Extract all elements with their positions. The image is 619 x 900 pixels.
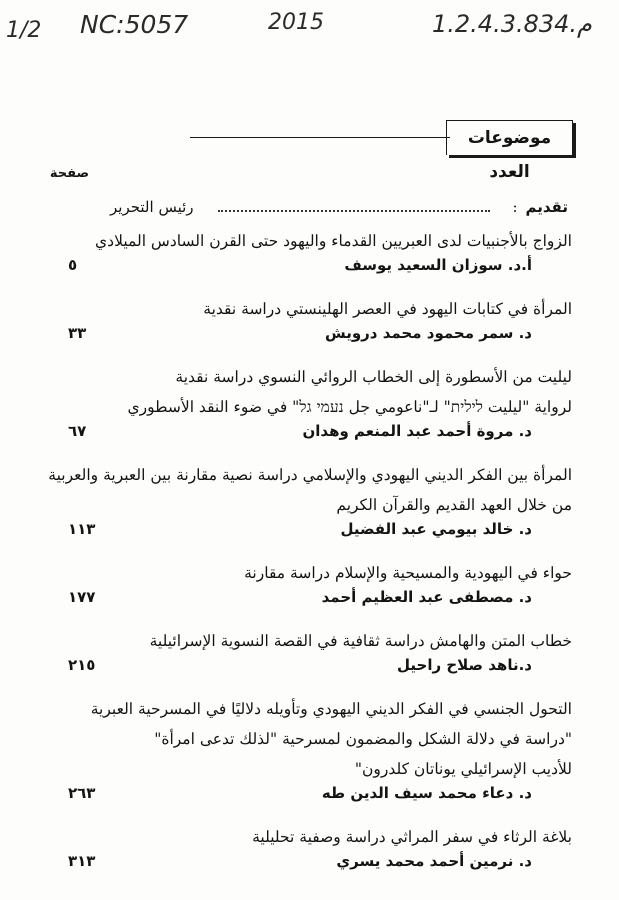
page-number: ٢٦٣ [68,784,96,802]
handwritten-code: NC:5057 [80,10,189,39]
contents-title-box [446,120,573,182]
article-author: د. دعاء محمد سيف الدين طه [321,784,532,802]
toc-entry [58,822,572,890]
page-number: ٣١٣ [68,852,96,870]
page-number: ٥ [68,256,78,274]
article-title-line: حواء في اليهودية والمسيحية والإسلام دراسة مقارنة [244,564,572,582]
article-author: د. خالد بيومي عبد الفضيل [340,520,532,538]
handwritten-year: 2015 [268,10,324,35]
intro-dot-leader [218,209,491,212]
author-row [58,656,572,688]
author-row [58,324,572,356]
page-number: ٢١٥ [68,656,96,674]
author-row [58,784,572,816]
toc-entry [58,694,572,822]
article-title-line: بلاغة الرثاء في سفر المراثي دراسة وصفية تحليلية [252,828,572,846]
article-title-line: المرأة في كتابات اليهود في العصر الهلينستي دراسة نقدية [203,300,572,318]
author-row [58,520,572,552]
author-row [58,588,572,620]
page-number: ١١٣ [68,520,96,538]
article-author: د. مروة أحمد عبد المنعم وهدان [302,422,532,440]
article-title-line: المرأة بين الفكر الديني اليهودي والإسلامي دراسة نصية مقارنة بين العبرية والعربية [48,466,572,484]
article-title-line: لرواية "ليليت לילית" لـ"ناعومي جل נעמי גל" في ضوء النقد الأسطوري [127,398,572,416]
toc-entry [58,362,572,460]
handwritten-fraction: 1/2 [6,18,42,43]
article-title-line: "دراسة في دلالة الشكل والمضمون لمسرحية "لذلك تدعى امرأة" [154,730,572,748]
toc-entry [58,626,572,694]
toc-entry [48,460,572,558]
table-of-contents [48,226,572,890]
article-author: د. مصطفى عبد العظيم أحمد [321,588,532,606]
toc-entry [58,226,572,294]
intro-label: تقديم [525,198,568,216]
article-title-line: التحول الجنسي في الفكر الديني اليهودي وتأويله دلاليًا في المسرحية العبرية [90,700,572,718]
page-number: ١٧٧ [68,588,96,606]
author-row [58,422,572,454]
article-author: د. سمر محمود محمد درويش [325,324,532,342]
toc-entry [58,558,572,626]
header-rule [190,137,450,138]
author-row [58,256,572,288]
author-row [58,852,572,884]
page-number: ٣٣ [68,324,87,342]
article-title-line: خطاب المتن والهامش دراسة ثقافية في القصة النسوية الإسرائيلية [149,632,572,650]
contents-title: موضوعات العدد [467,128,552,182]
article-title-line: من خلال العهد القديم والقرآن الكريم [336,496,572,514]
article-title-line: للأديب الإسرائيلي يوناتان كلدرون" [354,760,572,778]
article-author: د.ناهد صلاح راحيل [397,656,532,674]
page-column-label: صفحة [49,166,89,181]
article-author: د. نرمين أحمد محمد يسري [336,852,532,870]
page-number: ٦٧ [68,422,87,440]
intro-row [110,198,568,222]
intro-colon: : [512,198,518,216]
toc-entry [58,294,572,362]
article-title-line: الزواج بالأجنبيات لدى العبريين القدماء واليهود حتى القرن السادس الميلادي [95,232,572,250]
intro-author: رئيس التحرير [110,198,194,216]
article-author: أ.د. سوزان السعيد يوسف [344,256,532,274]
article-title-line: ليليت من الأسطورة إلى الخطاب الروائي النسوي دراسة نقدية [175,368,572,386]
handwritten-call-number: 1.2.4.3.834.م [432,10,592,38]
